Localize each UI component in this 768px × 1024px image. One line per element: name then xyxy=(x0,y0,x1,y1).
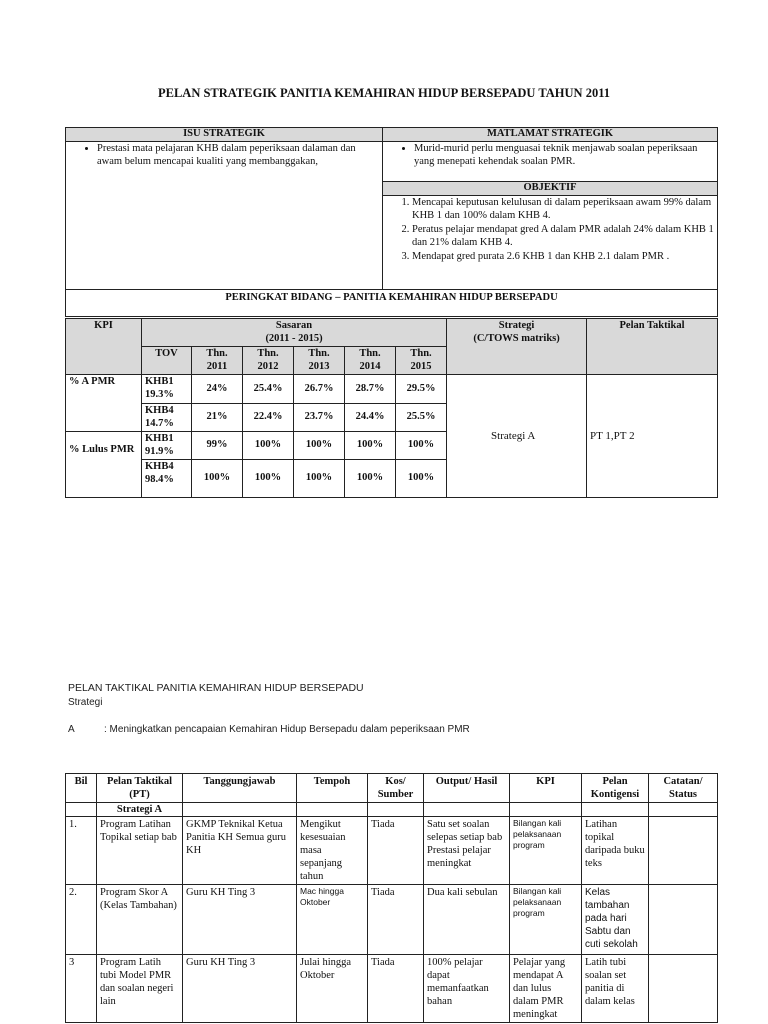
year-header xyxy=(192,347,243,375)
target-value: 100% xyxy=(294,432,345,460)
isu-text: • Prestasi mata pelajaran KHB dalam peperiksaan dalaman dan awam belum mencapai kualiti yang membanggakan, xyxy=(97,143,379,168)
target-value: 100% xyxy=(243,460,294,498)
target-value: 100% xyxy=(192,460,243,498)
year-label: 2015 xyxy=(410,360,432,372)
col-header: Pelan Taktikal (PT) xyxy=(97,774,183,803)
strategi-value: Strategi A xyxy=(447,375,587,498)
tactical-plan-table xyxy=(65,773,718,1023)
year-header xyxy=(243,347,294,375)
tempoh: Mengikut kesesuaian masa sepanjang tahun xyxy=(297,817,368,885)
kos: Tiada xyxy=(368,817,424,885)
empty-cell xyxy=(368,803,424,817)
strategi-header xyxy=(447,319,587,375)
objektif-item: 2. Peratus pelajar mendapat gred A dalam PMR adalah 24% dalam KHB 1 dan 21% dalam KHB 4. xyxy=(412,224,714,249)
empty-cell xyxy=(582,803,649,817)
tempoh: Mac hingga Oktober xyxy=(297,885,368,955)
year-header xyxy=(345,347,396,375)
empty-cell xyxy=(424,803,510,817)
objektif-item: 1. Mencapai keputusan kelulusan di dalam peperiksaan awam 99% dalam KHB 1 dan 100% dalam KHB 4. xyxy=(412,197,714,222)
peringkat-header: PERINGKAT BIDANG – PANITIA KEMAHIRAN HIDUP BERSEPADU xyxy=(66,290,718,317)
tanggungjawab: Guru KH Ting 3 xyxy=(183,885,297,955)
target-value: 100% xyxy=(345,460,396,498)
target-value: 99% xyxy=(192,432,243,460)
empty-cell xyxy=(183,803,297,817)
col-header: KPI xyxy=(510,774,582,803)
isu-cell xyxy=(66,142,383,290)
target-value: 100% xyxy=(396,460,447,498)
kpi: Pelajar yang mendapat A dan lulus dalam PMR meningkat xyxy=(510,955,582,1023)
objektif-item: 3. Mendapat gred purata 2.6 KHB 1 dan KHB 2.1 dalam PMR . xyxy=(412,251,714,264)
year-header xyxy=(294,347,345,375)
ctows-label: (C/TOWS matriks) xyxy=(473,332,560,344)
kpi-header: KPI xyxy=(66,319,142,375)
kpi-label-a: % A PMR xyxy=(66,375,142,432)
matlamat-header: MATLAMAT STRATEGIK xyxy=(383,128,718,142)
col-header: Output/ Hasil xyxy=(424,774,510,803)
pt: Program Latih tubi Model PMR dan soalan negeri lain xyxy=(97,955,183,1023)
pt: Program Latihan Topikal setiap bab xyxy=(97,817,183,885)
target-value: 26.7% xyxy=(294,375,345,404)
col-header: Kos/ Sumber xyxy=(368,774,424,803)
strategy-a-letter: A xyxy=(68,724,75,735)
output: Dua kali sebulan xyxy=(424,885,510,955)
target-value: 24% xyxy=(192,375,243,404)
strategi-label: Strategi xyxy=(68,697,103,708)
target-value: 28.7% xyxy=(345,375,396,404)
target-value: 100% xyxy=(396,432,447,460)
strategi-label: Strategi xyxy=(498,320,535,331)
col-header: Catatan/ Status xyxy=(649,774,718,803)
bil: 1. xyxy=(66,817,97,885)
year-label: 2011 xyxy=(206,360,228,372)
strategy-a-text: : Meningkatkan pencapaian Kemahiran Hidup Bersepadu dalam peperiksaan PMR xyxy=(104,724,470,735)
kpi-table xyxy=(65,318,718,498)
target-value: 25.5% xyxy=(396,404,447,432)
target-value: 21% xyxy=(192,404,243,432)
thn-label: Thn. xyxy=(410,348,432,359)
objektif-cell xyxy=(383,196,718,290)
tov-value: KHB1 19.3% xyxy=(142,375,192,404)
pelan-taktikal-header: Pelan Taktikal xyxy=(587,319,718,375)
tov-header: TOV xyxy=(142,347,192,375)
tov-value: KHB1 91.9% xyxy=(142,432,192,460)
sasaran-label: Sasaran xyxy=(275,320,313,331)
pelan-taktikal-value: PT 1,PT 2 xyxy=(587,375,718,498)
year-header xyxy=(396,347,447,375)
target-value: 100% xyxy=(294,460,345,498)
kpi: Bilangan kali pelaksanaan program xyxy=(510,885,582,955)
thn-label: Thn. xyxy=(257,348,279,359)
kpi-label-lulus: % Lulus PMR xyxy=(66,432,142,498)
thn-label: Thn. xyxy=(308,348,330,359)
year-label: 2013 xyxy=(308,360,330,372)
tactical-heading: PELAN TAKTIKAL PANITIA KEMAHIRAN HIDUP BERSEPADU xyxy=(68,682,364,694)
target-value: 24.4% xyxy=(345,404,396,432)
target-value: 100% xyxy=(243,432,294,460)
col-header: Bil xyxy=(66,774,97,803)
document-title: PELAN STRATEGIK PANITIA KEMAHIRAN HIDUP BERSEPADU TAHUN 2011 xyxy=(157,86,611,100)
sasaran-range: (2011 - 2015) xyxy=(265,332,323,344)
kos: Tiada xyxy=(368,885,424,955)
kontingensi: Latih tubi soalan set panitia di dalam kelas xyxy=(582,955,649,1023)
tov-value: KHB4 14.7% xyxy=(142,404,192,432)
bil: 2. xyxy=(66,885,97,955)
catatan xyxy=(649,955,718,1023)
empty-cell xyxy=(66,803,97,817)
tanggungjawab: Guru KH Ting 3 xyxy=(183,955,297,1023)
year-label: 2012 xyxy=(257,360,279,372)
kontingensi: Latihan topikal daripada buku teks xyxy=(582,817,649,885)
target-value: 100% xyxy=(345,432,396,460)
table-row xyxy=(66,885,718,955)
sasaran-header xyxy=(142,319,447,347)
year-label: 2014 xyxy=(359,360,381,372)
objektif-header: OBJEKTIF xyxy=(383,182,718,196)
output: 100% pelajar dapat memanfaatkan bahan xyxy=(424,955,510,1023)
table-row xyxy=(66,955,718,1023)
col-header: Tanggungjawab xyxy=(183,774,297,803)
empty-cell xyxy=(297,803,368,817)
col-header: Tempoh xyxy=(297,774,368,803)
strategi-a-label: Strategi A xyxy=(97,803,183,817)
target-value: 22.4% xyxy=(243,404,294,432)
target-value: 25.4% xyxy=(243,375,294,404)
strategic-issue-table xyxy=(65,127,718,317)
isu-header: ISU STRATEGIK xyxy=(66,128,383,142)
kpi: Bilangan kali pelaksanaan program xyxy=(510,817,582,885)
pt: Program Skor A (Kelas Tambahan) xyxy=(97,885,183,955)
tanggungjawab: GKMP Teknikal Ketua Panitia KH Semua guru KH xyxy=(183,817,297,885)
bil: 3 xyxy=(66,955,97,1023)
target-value: 23.7% xyxy=(294,404,345,432)
kontingensi: Kelas tambahan pada hari Sabtu dan cuti sekolah xyxy=(582,885,649,955)
target-value: 29.5% xyxy=(396,375,447,404)
matlamat-cell xyxy=(383,142,718,182)
output: Satu set soalan selepas setiap bab Prestasi pelajar meningkat xyxy=(424,817,510,885)
thn-label: Thn. xyxy=(359,348,381,359)
empty-cell xyxy=(649,803,718,817)
kos: Tiada xyxy=(368,955,424,1023)
catatan xyxy=(649,885,718,955)
tov-value: KHB4 98.4% xyxy=(142,460,192,498)
tempoh: Julai hingga Oktober xyxy=(297,955,368,1023)
matlamat-text: • Murid-murid perlu menguasai teknik menjawab soalan peperiksaan yang menepati kehendak soalan PMR. xyxy=(414,143,714,168)
col-header: Pelan Kontigensi xyxy=(582,774,649,803)
table-row xyxy=(66,817,718,885)
empty-cell xyxy=(510,803,582,817)
thn-label: Thn. xyxy=(206,348,228,359)
catatan xyxy=(649,817,718,885)
